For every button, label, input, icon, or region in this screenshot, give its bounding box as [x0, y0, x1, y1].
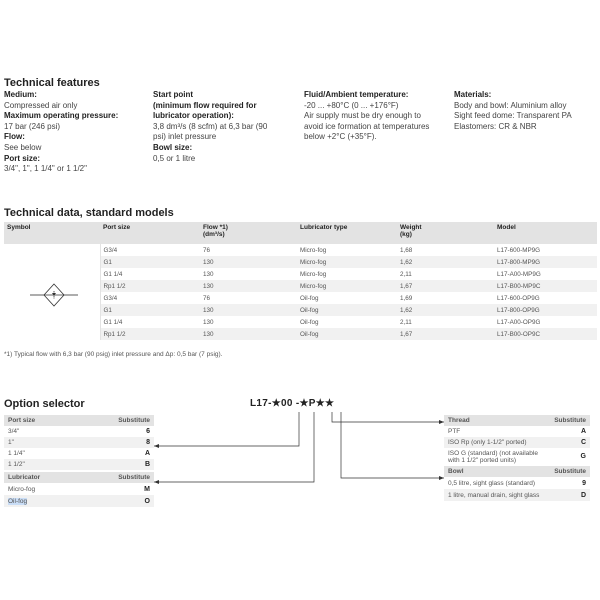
option-value: 9: [582, 479, 586, 487]
option-value: G: [580, 453, 586, 461]
lubricator-option[interactable]: [4, 483, 154, 495]
port-size-header: [4, 415, 154, 426]
lubricator-header-label: Lubricator: [8, 474, 41, 481]
port-size-cell: G3/4: [103, 246, 118, 254]
header-lubricator-type: Lubricator type: [297, 222, 397, 244]
port-size-cell: G1 1/4: [103, 270, 123, 278]
header-flow-line-2: (dm³/s): [203, 231, 225, 238]
temperature-label: Fluid/Ambient temperature:: [304, 90, 409, 99]
option-label: 1 1/2": [8, 461, 25, 468]
port-size-header-sub: Substitute: [118, 417, 150, 424]
option-label: 1": [8, 439, 14, 446]
bowl-header-sub: Substitute: [554, 468, 586, 475]
weight-cell: 2,11: [400, 318, 412, 326]
bowl-size-value: 0,5 or 1 litre: [153, 153, 196, 163]
option-label-line-1: ISO G (standard) (not available: [448, 449, 538, 457]
model-cell: L17-B00-MP9C: [494, 280, 597, 292]
option-label: 0,5 litre, sight glass (standard): [448, 479, 536, 487]
lubricator-header: [4, 472, 154, 483]
thread-table: [444, 415, 590, 501]
flow-cell: 130: [203, 318, 214, 326]
option-value: 8: [146, 439, 150, 446]
flow-cell: 76: [203, 246, 211, 254]
option-label: 1 1/4": [8, 450, 25, 457]
start-point-value: 3,8 dm³/s (8 scfm) at 6,3 bar (90: [153, 121, 268, 131]
temperature-line: below +2°C (+35°F).: [304, 132, 377, 142]
header-flow-line-1: Flow *1): [203, 224, 228, 231]
lubricator-type-cell: Oil-fog: [297, 328, 397, 340]
flow-cell: 130: [200, 304, 297, 316]
technical-data-title: Technical data, standard models: [4, 207, 174, 219]
materials-label: Materials:: [454, 90, 492, 99]
port-size-table: [4, 415, 154, 507]
lubricator-type-cell: Micro-fog: [297, 280, 397, 292]
option-value: A: [580, 428, 586, 435]
model-cell: L17-800-OP9G: [494, 304, 597, 316]
option-label: [448, 450, 538, 465]
thread-header-label: Thread: [448, 417, 470, 424]
medium-value: Compressed air only: [4, 100, 78, 110]
flow-value: See below: [4, 142, 42, 152]
model-code: L17-★00 -★P★★: [250, 398, 335, 409]
flow-cell: 130: [203, 270, 214, 278]
port-size-option[interactable]: [4, 437, 154, 448]
option-label-line-2: with 1 1/2" ported units): [448, 457, 517, 464]
port-size-option[interactable]: [4, 459, 154, 470]
lubricator-option[interactable]: [4, 495, 154, 507]
bowl-option[interactable]: [444, 489, 590, 501]
port-size-cell: Rp1 1/2: [100, 280, 200, 292]
port-size-cell: G1: [100, 304, 200, 316]
option-label: 1 litre, manual drain, sight glass: [448, 491, 540, 499]
lubricator-type-cell: Oil-fog: [300, 294, 319, 302]
option-value: C: [580, 439, 586, 446]
technical-features-title: Technical features: [4, 77, 100, 89]
flow-cell: 130: [200, 256, 297, 268]
option-value: M: [144, 485, 150, 493]
option-value: O: [144, 497, 150, 505]
flow-cell: 130: [200, 328, 297, 340]
lubricator-type-cell: Oil-fog: [300, 318, 319, 326]
weight-cell: 2,11: [400, 270, 412, 278]
model-cell: L17-B00-OP9C: [494, 328, 597, 340]
start-point-value-2: psi) inlet pressure: [153, 132, 217, 142]
port-size-cell: Rp1 1/2: [100, 328, 200, 340]
bowl-option[interactable]: [444, 477, 590, 489]
temperature-line: Air supply must be dry enough to: [304, 111, 421, 121]
option-label: Micro-fog: [8, 485, 36, 493]
thread-option[interactable]: [444, 448, 590, 466]
model-cell: L17-600-MP9G: [497, 246, 541, 254]
flow-footnote: *1) Typical flow with 6,3 bar (90 psig) inlet pressure and Δp: 0,5 bar (7 psig).: [4, 351, 223, 358]
thread-option[interactable]: [444, 437, 590, 448]
option-label: PTF: [448, 428, 461, 435]
start-point-label-3: lubricator operation):: [153, 111, 234, 121]
lubricator-type-cell: Micro-fog: [297, 256, 397, 268]
thread-header-sub: Substitute: [554, 417, 586, 424]
option-label: ISO Rp (only 1-1/2" ported): [448, 439, 527, 446]
model-cell: L17-600-OP9G: [497, 294, 540, 302]
start-point-label-2: (minimum flow required for: [153, 100, 257, 110]
header-port-size: Port size: [100, 222, 200, 244]
port-size-header-label: Port size: [8, 417, 36, 424]
model-cell: L17-800-MP9G: [494, 256, 597, 268]
header-model: Model: [494, 222, 597, 244]
lubricator-header-sub: Substitute: [118, 474, 150, 481]
weight-cell: 1,67: [397, 328, 494, 340]
lubricator-type-cell: Micro-fog: [300, 246, 327, 254]
option-value: B: [144, 461, 150, 468]
temperature-line: avoid ice formation at temperatures: [304, 121, 430, 131]
bowl-header-label: Bowl: [448, 468, 464, 475]
flow-cell: 76: [203, 294, 211, 302]
weight-cell: 1,68: [400, 246, 413, 254]
bowl-header: [444, 466, 590, 477]
flow-cell: 130: [200, 280, 297, 292]
max-pressure-label: Maximum operating pressure:: [4, 111, 119, 121]
header-symbol: Symbol: [4, 222, 100, 244]
option-value: D: [580, 491, 586, 499]
weight-cell: 1,67: [397, 280, 494, 292]
temperature-line: -20 ... +80°C (0 ... +176°F): [304, 100, 399, 110]
materials-line: Sight feed dome: Transparent PA: [454, 111, 572, 121]
materials-line: Body and bowl: Aluminium alloy: [454, 100, 567, 110]
weight-cell: 1,62: [397, 256, 494, 268]
port-size-cell: G1 1/4: [103, 318, 123, 326]
option-value: A: [144, 450, 150, 457]
option-label-selected: Oil-fog: [8, 497, 28, 505]
start-point-label: Start point: [153, 90, 193, 99]
model-cell: L17-A00-OP9G: [497, 318, 541, 326]
flow-label: Flow:: [4, 132, 25, 142]
weight-cell: 1,62: [397, 304, 494, 316]
option-value: 6: [146, 428, 150, 435]
header-weight-line-1: Weight: [400, 224, 422, 231]
medium-label: Medium:: [4, 90, 37, 99]
port-size-label: Port size:: [4, 153, 41, 163]
port-size-cell: G1: [100, 256, 200, 268]
weight-cell: 1,69: [400, 294, 413, 302]
header-weight-line-2: (kg): [400, 231, 412, 238]
model-cell: L17-A00-MP9G: [497, 270, 541, 278]
option-selector-title: Option selector: [4, 398, 85, 410]
thread-option[interactable]: [444, 426, 590, 437]
materials-line: Elastomers: CR & NBR: [454, 121, 537, 131]
lubricator-type-cell: Micro-fog: [300, 270, 327, 278]
option-label: 3/4": [8, 428, 20, 435]
port-size-value: 3/4", 1", 1 1/4" or 1 1/2": [4, 164, 87, 174]
port-size-option[interactable]: [4, 448, 154, 459]
port-size-cell: G3/4: [103, 294, 118, 302]
port-size-option[interactable]: [4, 426, 154, 437]
max-pressure-value: 17 bar (246 psi): [4, 121, 61, 131]
lubricator-type-cell: Oil-fog: [297, 304, 397, 316]
thread-header: [444, 415, 590, 426]
bowl-size-label: Bowl size:: [153, 142, 193, 152]
